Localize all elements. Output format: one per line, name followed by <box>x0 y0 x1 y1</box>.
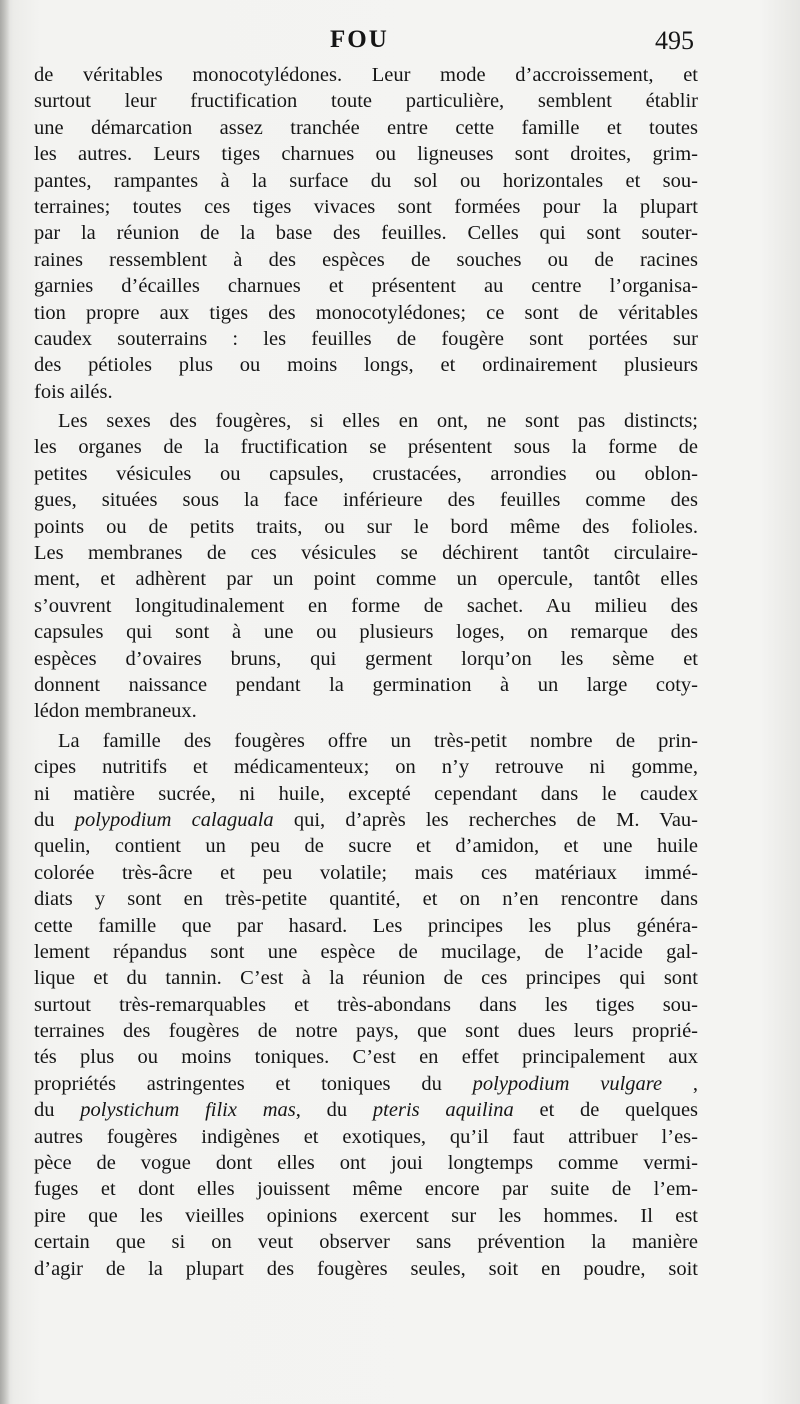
text-line: diats y sont en très-petite quantité, et on n’en rencontre dans <box>34 888 698 911</box>
body-text <box>34 62 698 1282</box>
text-line: cipes nutritifs et médicamenteux; on n’y retrouve ni gomme, <box>34 756 698 779</box>
binding-shadow <box>0 0 10 1404</box>
text-segment: et de quelques <box>539 1099 698 1122</box>
text-segment: propriétés astringentes et toniques du <box>34 1072 442 1095</box>
text-line: les organes de la fructification se présentent sous la forme de <box>34 436 698 459</box>
text-line: certain que si on veut observer sans prévention la manière <box>34 1231 698 1254</box>
paragraph-2 <box>34 408 698 725</box>
text-line: espèces d’ovaires bruns, qui germent lorqu’on les sème et <box>34 647 698 670</box>
text-line: ment, et adhèrent par un point comme un opercule, tantôt elles <box>34 568 698 591</box>
text-line: surtout très-remarquables et très-abondans dans les tiges sou- <box>34 993 698 1016</box>
text-line: fuges et dont elles jouissent même encore par suite de l’em- <box>34 1178 698 1201</box>
text-line: cette famille que par hasard. Les principes les plus généra- <box>34 914 698 937</box>
text-line: lédon membraneux. <box>34 700 197 723</box>
page-number: 495 <box>655 26 694 55</box>
text-line: points ou de petits traits, ou sur le bord même des folioles. <box>34 515 698 538</box>
text-line: fois ailés. <box>34 380 113 403</box>
text-line: capsules qui sont à une ou plusieurs loges, on remarque des <box>34 621 698 644</box>
text-line: lique et du tannin. C’est à la réunion de ces principes qui sont <box>34 967 698 990</box>
text-segment: , <box>692 1072 698 1095</box>
text-line: tion propre aux tiges des monocotylédones; ce sont de véritables <box>34 301 698 324</box>
text-line: surtout leur fructification toute particulière, semblent établir <box>34 90 698 113</box>
text-line: les autres. Leurs tiges charnues ou ligneuses sont droites, grim- <box>34 143 698 166</box>
text-line: La famille des fougères offre un très-petit nombre de prin- <box>58 729 698 752</box>
text-line: terraines; toutes ces tiges vivaces sont formées pour la plupart <box>34 195 698 218</box>
text-line: d’agir de la plupart des fougères seules, soit en poudre, soit <box>34 1257 698 1280</box>
text-line: petites vésicules ou capsules, crustacées, arrondies ou oblon- <box>34 462 698 485</box>
species-name: polystichum filix mas <box>80 1099 296 1122</box>
text-line: pantes, rampantes à la surface du sol ou horizontales et sou- <box>34 169 698 192</box>
text-line <box>34 807 698 833</box>
species-name: polypodium calaguala <box>74 808 274 831</box>
text-line: terraines des fougères de notre pays, que sont dues leurs proprié- <box>34 1020 698 1043</box>
text-segment: qui, d’après les recherches de M. Vau- <box>293 808 698 831</box>
text-line: raines ressemblent à des espèces de souches ou de racines <box>34 248 698 271</box>
text-line: donnent naissance pendant la germination à un large coty- <box>34 673 698 696</box>
text-segment: du <box>34 808 55 831</box>
paragraph-3 <box>34 728 698 1282</box>
running-head: FOU <box>330 26 389 53</box>
text-line: garnies d’écailles charnues et présentent au centre l’organisa- <box>34 275 698 298</box>
text-line: des pétioles plus ou moins longs, et ordinairement plusieurs <box>34 354 698 377</box>
text-line: par la réunion de la base des feuilles. Celles qui sont souter- <box>34 222 698 245</box>
text-line: tés plus ou moins toniques. C’est en effet principalement aux <box>34 1046 698 1069</box>
text-line: quelin, contient un peu de sucre et d’amidon, et une huile <box>34 835 698 858</box>
text-segment: , du <box>295 1099 348 1122</box>
species-name: polypodium vulgare <box>472 1072 663 1095</box>
text-line: pèce de vogue dont elles ont joui longtemps comme vermi- <box>34 1152 698 1175</box>
page-header <box>0 26 800 66</box>
text-line: autres fougères indigènes et exotiques, qu’il faut attribuer l’es- <box>34 1125 698 1148</box>
text-line: une démarcation assez tranchée entre cette famille et toutes <box>34 116 698 139</box>
text-line: colorée très-âcre et peu volatile; mais ces matériaux immé- <box>34 861 698 884</box>
text-line: s’ouvrent longitudinalement en forme de sachet. Au milieu des <box>34 594 698 617</box>
text-line: pire que les vieilles opinions exercent sur les hommes. Il est <box>34 1204 698 1227</box>
text-line <box>34 1097 698 1123</box>
text-line: gues, situées sous la face inférieure des feuilles comme des <box>34 489 698 512</box>
text-line: de véritables monocotylédones. Leur mode d’accroissement, et <box>34 64 698 86</box>
text-line: lement répandus sont une espèce de mucilage, de l’acide gal- <box>34 940 698 963</box>
text-line <box>34 1071 698 1097</box>
text-line: caudex souterrains : les feuilles de fougère sont portées sur <box>34 327 698 350</box>
text-line: ni matière sucrée, ni huile, excepté cependant dans le caudex <box>34 782 698 805</box>
text-line: Les membranes de ces vésicules se déchirent tantôt circulaire- <box>34 542 698 565</box>
text-line: Les sexes des fougères, si elles en ont, ne sont pas distincts; <box>58 410 698 433</box>
text-segment: du <box>34 1099 55 1122</box>
paragraph-1 <box>34 62 698 405</box>
species-name: pteris aquilina <box>372 1099 514 1122</box>
